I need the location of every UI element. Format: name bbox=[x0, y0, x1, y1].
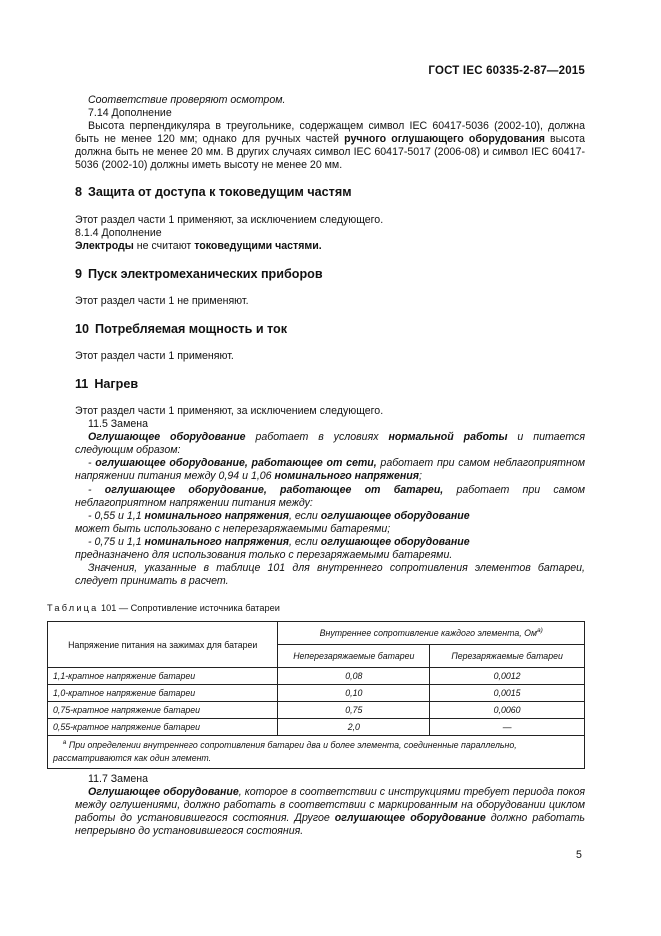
column-header-voltage: Напряжение питания на зажимах для батареи bbox=[48, 622, 278, 668]
clause-11-5-text: Оглушающее оборудование работает в условиях нормальной работы и питается следующим образом: bbox=[75, 431, 585, 457]
column-header-non-rechargeable: Неперезаряжаемые батареи bbox=[278, 645, 430, 668]
clause-8-1-4-heading: 8.1.4 Дополнение bbox=[75, 227, 162, 240]
section-11-intro: Этот раздел части 1 применяют, за исключением следующего. bbox=[75, 405, 384, 417]
clause-7-14-heading: 7.14 Дополнение bbox=[88, 107, 172, 120]
section-11-heading: 11 Нагрев bbox=[75, 377, 139, 391]
section-10-text: Этот раздел части 1 применяют. bbox=[75, 350, 234, 362]
clause-11-7-text: Оглушающее оборудование, которое в соответствии с инструкциями требует периода покоя между оглушениями, должно работать в соответствии с маркированным на оборудовании циклом работы до установившегося состояния. Другое оглушающее оборудование должно работать непрерывно до установившегося состояния. bbox=[75, 786, 585, 838]
section-10-heading: 10 Потребляемая мощность и ток bbox=[75, 322, 288, 336]
table-row: 1,1-кратное напряжение батареи 0,08 0,0012 bbox=[48, 668, 585, 685]
section-8-heading: 8 Защита от доступа к токоведущим частям bbox=[75, 185, 352, 199]
compliance-note: Соответствие проверяют осмотром. bbox=[88, 94, 286, 106]
section-7-14 bbox=[75, 94, 585, 173]
section-10-body bbox=[75, 350, 585, 363]
clause-8-1-4-text: Электроды не считают токоведущими частями. bbox=[75, 240, 322, 253]
table-row: 1,0-кратное напряжение батареи 0,10 0,0015 bbox=[48, 685, 585, 702]
section-9-heading: 9 Пуск электромеханических приборов bbox=[75, 267, 323, 281]
clause-11-5-heading: 11.5 Замена bbox=[88, 418, 148, 431]
page-number: 5 bbox=[576, 849, 582, 861]
clause-11-7-heading: 11.7 Замена bbox=[88, 773, 148, 785]
battery-condition: - оглушающее оборудование, работающее от батареи, работает при самом неблагоприятном напряжении питания между: bbox=[75, 483, 585, 509]
table-footnote: $^a$ При определении внутреннего сопротивления батареи два и более элемента, соединенные параллельно, рассматриваются как один элемент. bbox=[48, 736, 585, 769]
table-caption: Таблица 101 — Сопротивление источника батареи bbox=[47, 603, 280, 613]
section-11-7 bbox=[75, 773, 585, 838]
battery-resistance-table bbox=[47, 621, 585, 769]
mains-condition: - оглушающее оборудование, работающее от сети, работает при самом неблагоприятном напряжении питания между 0,94 и 1,06 номинального напряжения; bbox=[75, 457, 585, 483]
non-rechargeable-condition: - 0,55 и 1,1 номинального напряжения, если оглушающее оборудование может быть использовано с неперезаряжаемыми батареями; bbox=[75, 509, 470, 535]
column-header-rechargeable: Перезаряжаемые батареи bbox=[430, 645, 585, 668]
section-9-text: Этот раздел части 1 не применяют. bbox=[75, 295, 249, 307]
table-reference-note: Значения, указанные в таблице 101 для внутреннего сопротивления элементов батареи, следует принимать в расчет. bbox=[75, 562, 585, 588]
column-header-resistance: Внутреннее сопротивление каждого элемента, $Ом^{a)}$ bbox=[278, 622, 585, 645]
clause-7-14-text: Высота перпендикуляра в треугольнике, содержащем символ IEC 60417-5036 (2002-10), должна быть не менее 120 мм; однако для ручных частей ручного оглушающего оборудования высота должна быть не менее 20 мм. В других случаях символ IEC 60417-5017 (2006-08) и символ IEC 60417-5036 (2002-10) должны иметь высоту не менее 20 мм. bbox=[75, 120, 585, 172]
table-row: 0,75-кратное напряжение батареи 0,75 0,0060 bbox=[48, 702, 585, 719]
section-8-intro: Этот раздел части 1 применяют, за исключением следующего. bbox=[75, 214, 384, 226]
section-8-body bbox=[75, 214, 585, 253]
table-row: 0,55-кратное напряжение батареи 2,0 — bbox=[48, 719, 585, 736]
rechargeable-condition: - 0,75 и 1,1 номинального напряжения, если оглушающее оборудование предназначено для использования только с перезаряжаемыми батареями. bbox=[75, 535, 470, 562]
table-footnote-row bbox=[48, 736, 585, 769]
section-11-body bbox=[75, 405, 585, 588]
document-header: ГОСТ IEC 60335-2-87—2015 bbox=[428, 65, 585, 77]
section-9-body bbox=[75, 295, 585, 308]
